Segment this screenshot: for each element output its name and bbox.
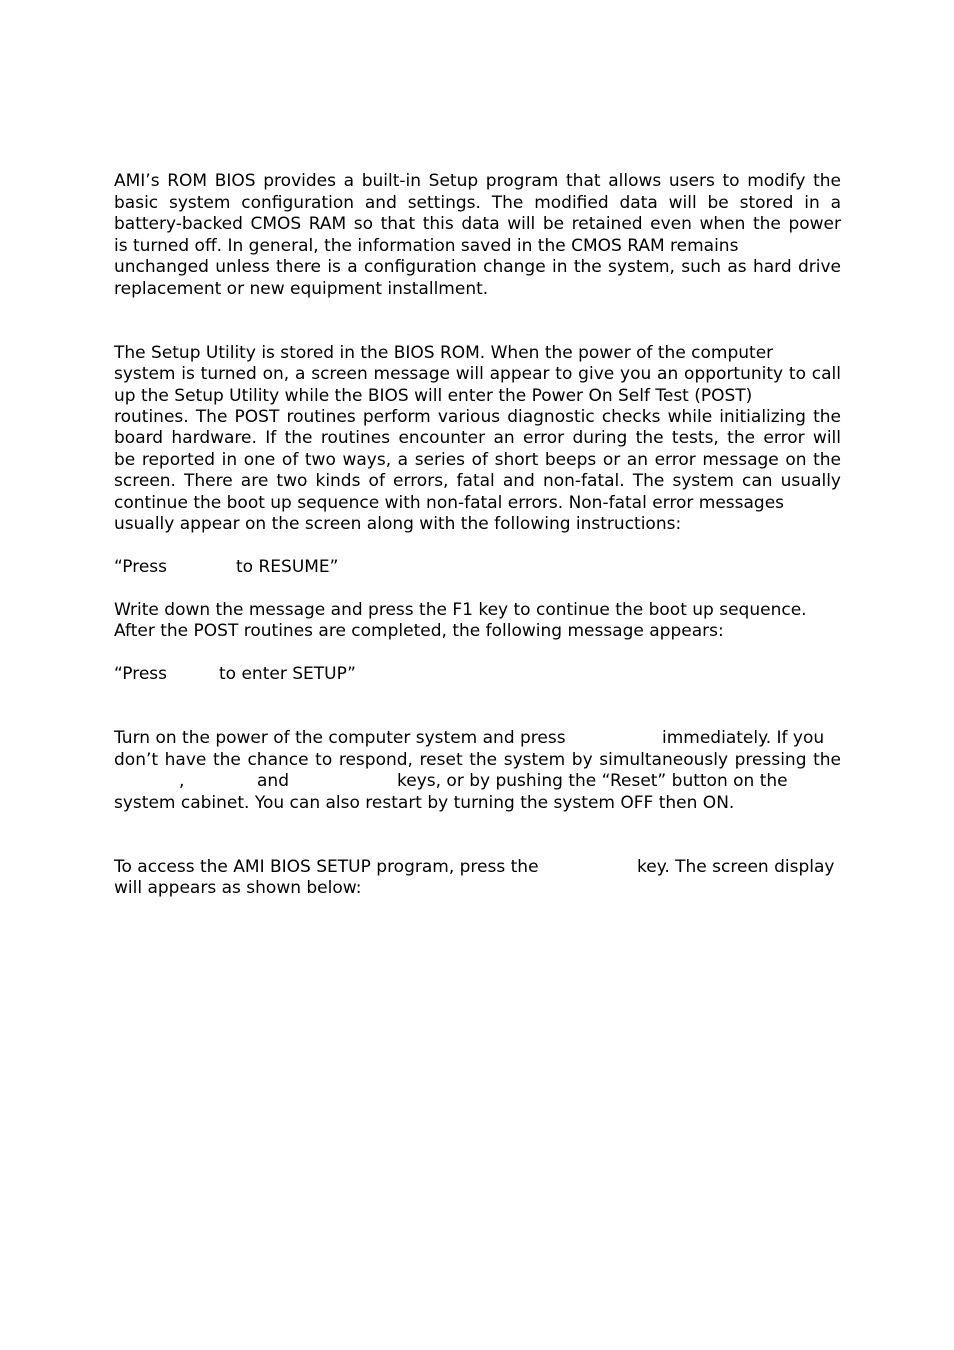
setup-prompt-press: “Press [114, 664, 168, 684]
intro-line: AMI’s ROM BIOS provides a built-in Setup program that allows users to modify the [114, 171, 841, 191]
startup-line: continue the boot up sequence with non-fatal errors. Non-fatal error messages [114, 493, 785, 513]
startup-line: The Setup Utility is stored in the BIOS ROM. When the power of the computer [114, 343, 774, 363]
entering-line1-end: immediately. If you [662, 728, 825, 748]
resume-prompt-action: to RESUME” [236, 557, 339, 577]
entering-line4: system cabinet. You can also restart by turning the system OFF then ON. [114, 793, 735, 813]
entering-line3-and: and [257, 771, 289, 791]
startup-line: up the Setup Utility while the BIOS will enter the Power On Self Test (POST) [114, 386, 753, 406]
startup-line: routines. The POST routines perform various diagnostic checks while initializing the [114, 407, 841, 427]
startup-line: be reported in one of two ways, a series of short beeps or an error message on the [114, 450, 841, 470]
post-line: After the POST routines are completed, the following message appears: [114, 621, 724, 641]
intro-line: basic system configuration and settings. The modified data will be stored in a [114, 193, 841, 213]
intro-line: battery-backed CMOS RAM so that this data will be retained even when the power [114, 214, 841, 234]
access-line1-start: To access the AMI BIOS SETUP program, press the [114, 857, 539, 877]
resume-prompt-press: “Press [114, 557, 168, 577]
entering-line2: don’t have the chance to respond, reset the system by simultaneously pressing the [114, 750, 841, 770]
setup-prompt-action: to enter SETUP” [219, 664, 356, 684]
intro-line: unchanged unless there is a configuration change in the system, such as hard drive [114, 257, 841, 277]
intro-line: replacement or new equipment installment. [114, 279, 489, 299]
post-line: Write down the message and press the F1 key to continue the boot up sequence. [114, 600, 807, 620]
startup-line: screen. There are two kinds of errors, fatal and non-fatal. The system can usually [114, 471, 841, 491]
access-line1-end: key. The screen display [637, 857, 835, 877]
entering-line3-comma: , [179, 771, 185, 791]
entering-line3-rest: keys, or by pushing the “Reset” button on the [397, 771, 788, 791]
intro-line: is turned off. In general, the information saved in the CMOS RAM remains [114, 236, 739, 256]
access-line2: will appears as shown below: [114, 878, 362, 898]
startup-line: usually appear on the screen along with the following instructions: [114, 514, 682, 534]
entering-line1-start: Turn on the power of the computer system and press [114, 728, 566, 748]
startup-line: system is turned on, a screen message will appear to give you an opportunity to call [114, 364, 841, 384]
startup-line: board hardware. If the routines encounter an error during the tests, the error will [114, 428, 841, 448]
